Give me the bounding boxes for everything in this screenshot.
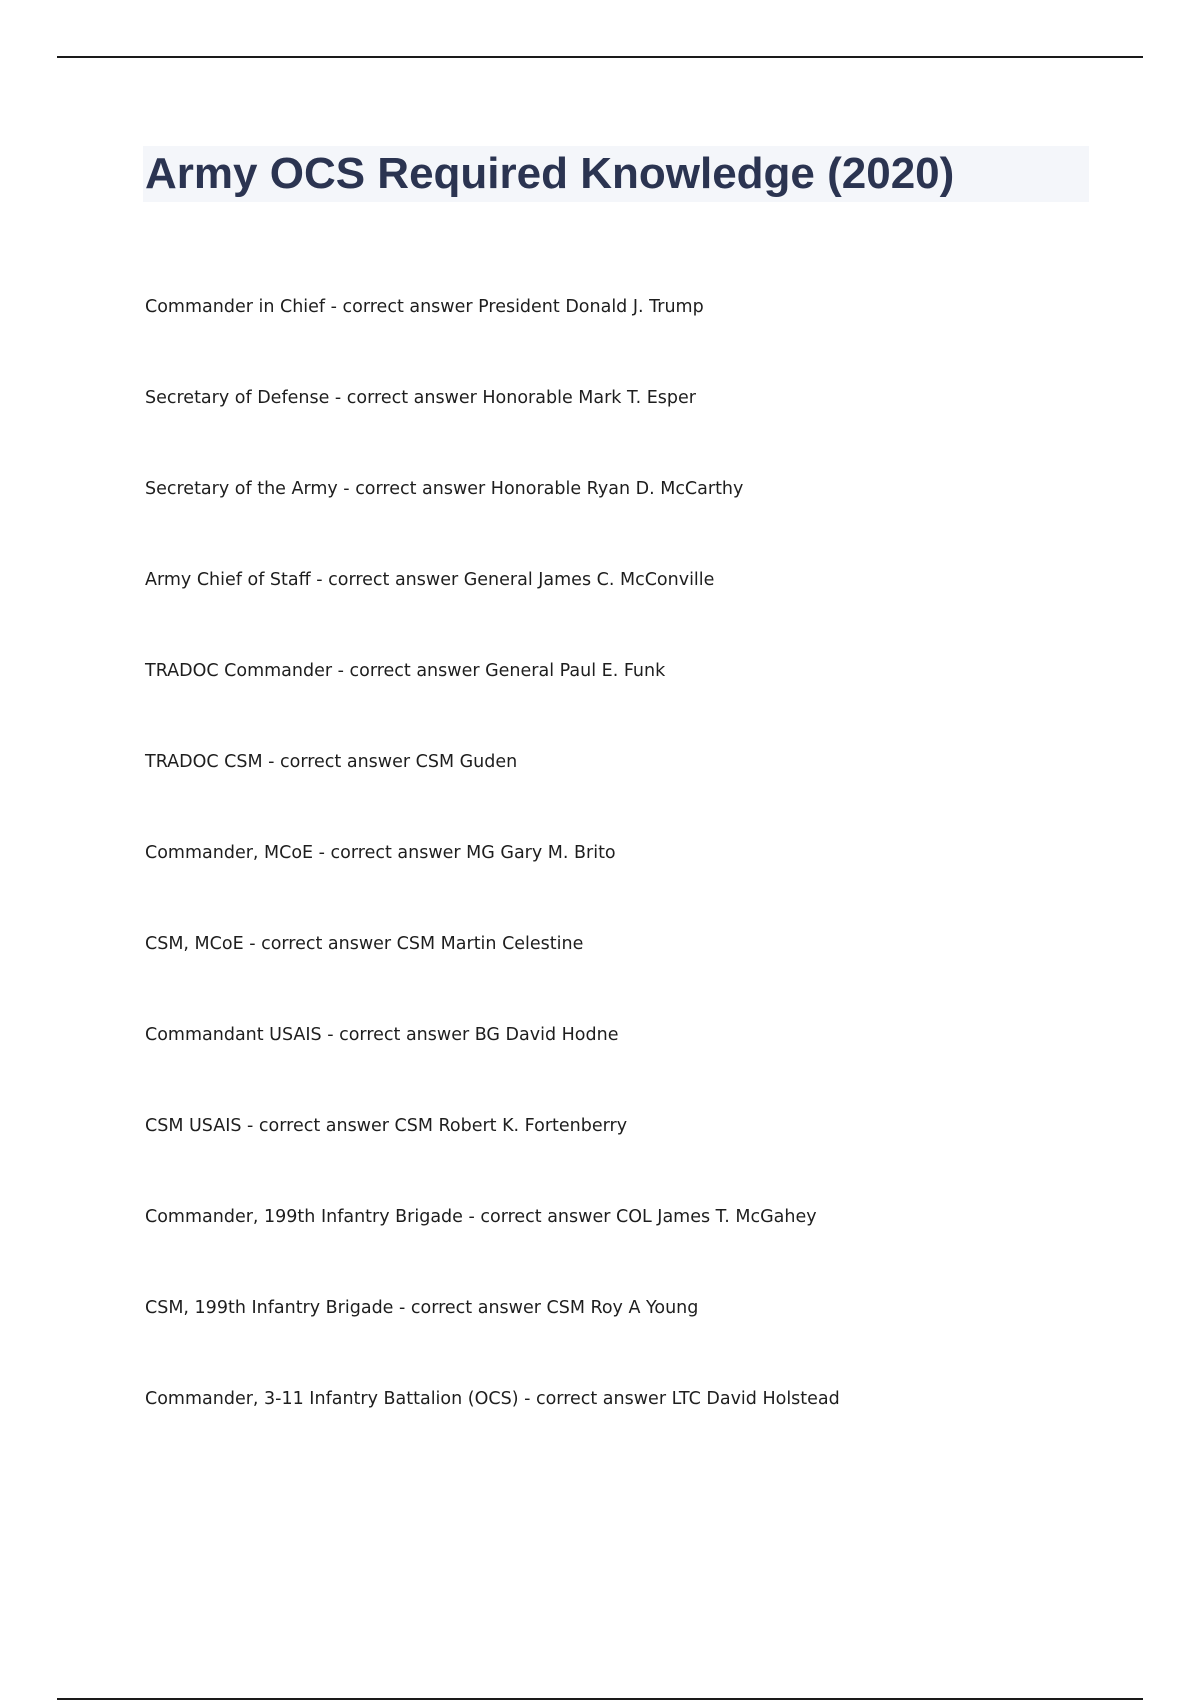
qa-item: Commandant USAIS - correct answer BG David Hodne: [145, 1025, 619, 1045]
top-divider: [57, 56, 1143, 58]
qa-item: Commander, 3-11 Infantry Battalion (OCS) - correct answer LTC David Holstead: [145, 1389, 840, 1409]
qa-item: Secretary of the Army - correct answer Honorable Ryan D. McCarthy: [145, 479, 744, 499]
qa-item: Secretary of Defense - correct answer Honorable Mark T. Esper: [145, 388, 696, 408]
qa-item: CSM USAIS - correct answer CSM Robert K. Fortenberry: [145, 1116, 628, 1136]
qa-item: Commander, MCoE - correct answer MG Gary M. Brito: [145, 843, 616, 863]
qa-item: CSM, MCoE - correct answer CSM Martin Celestine: [145, 934, 584, 954]
qa-list: [145, 293, 840, 1476]
qa-item: TRADOC CSM - correct answer CSM Guden: [145, 752, 518, 772]
qa-item: Army Chief of Staff - correct answer General James C. McConville: [145, 570, 715, 590]
title-banner: [143, 146, 1089, 202]
qa-item: Commander, 199th Infantry Brigade - correct answer COL James T. McGahey: [145, 1207, 817, 1227]
qa-item: TRADOC Commander - correct answer General Paul E. Funk: [145, 661, 666, 681]
qa-item: Commander in Chief - correct answer President Donald J. Trump: [145, 297, 704, 317]
qa-item: CSM, 199th Infantry Brigade - correct answer CSM Roy A Young: [145, 1298, 699, 1318]
document-title: Army OCS Required Knowledge (2020): [145, 149, 955, 198]
